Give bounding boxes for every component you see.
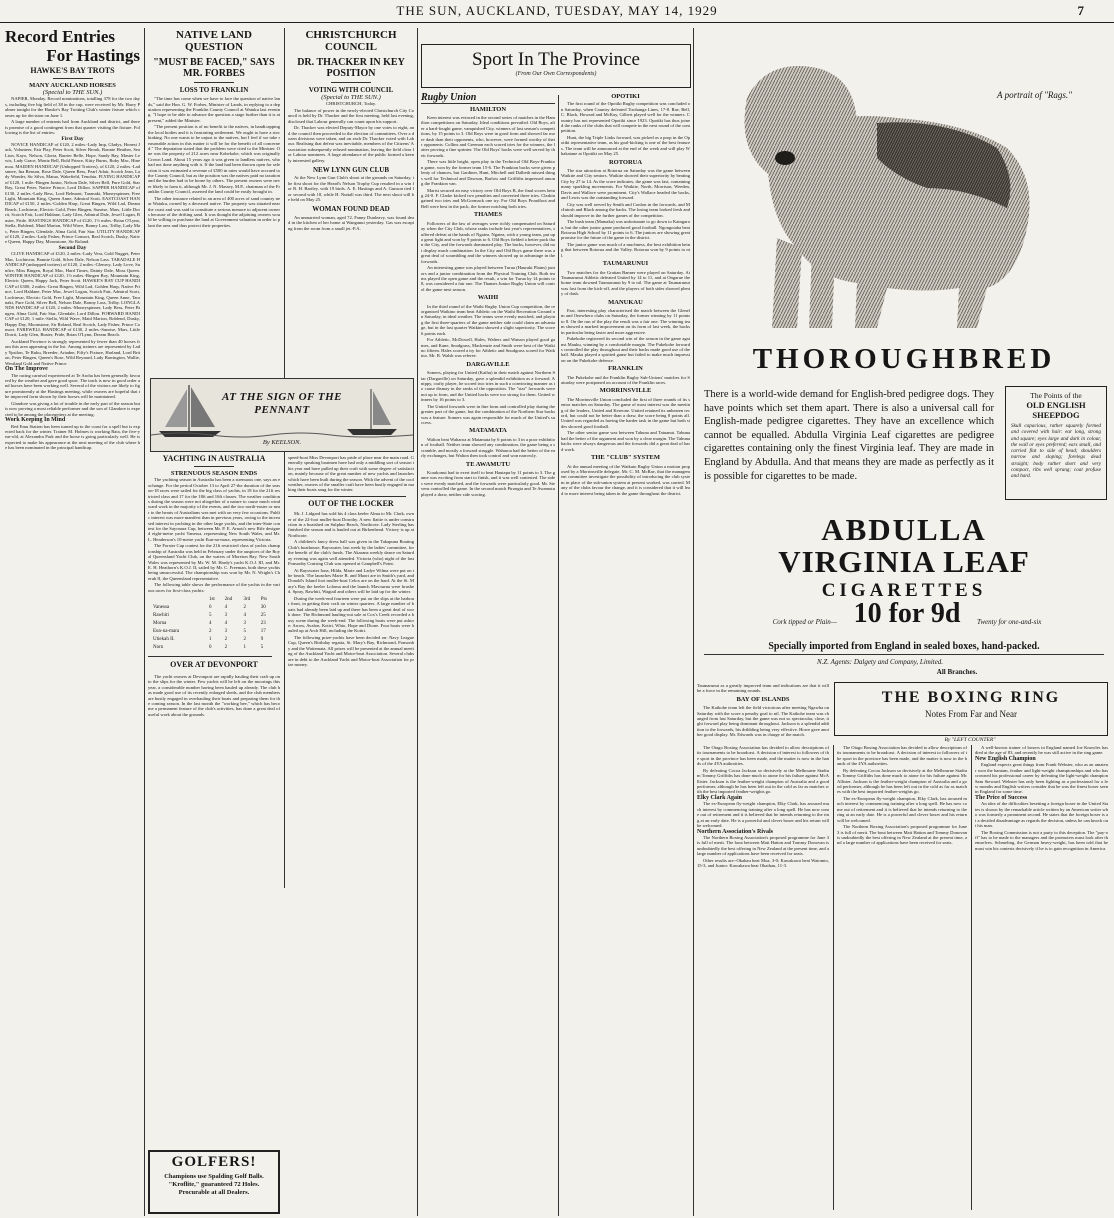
brand-abdulla: ABDULLA — [821, 512, 987, 547]
column-boxing-right — [975, 745, 1108, 1210]
brand-virginia-leaf: VIRGINIA LEAF — [778, 544, 1030, 579]
golfers-headline: GOLFERS! — [171, 1154, 257, 1170]
column-sport-right — [561, 92, 690, 1212]
article-body: The yachting season in Australia has been a strenuous one, says an exchange. For the period October 13 to April 27-the duration of the season-18 races were sailed for the big class of yachts, in 18 for the 21ft restricted class and 17 for the 18ft and 16ft classes. The weather conditions during the season were not altogether of a nature to cause much windward work in the majority of the events, and the two north-easter or near to the hearts of Australians was met with on very few occasions. Public interest was more manifest than in previous years, owing to the increased interest in yachting in the other large yachts, and the inter-State contest for the Sayonara Cup, between Mr. P. E. Arnott's new Rife designed eight-metre yacht Vanessa, representing New South Wales, and Mr. L. Henderson's 10-metre yacht Eun-na-mara, representing Victoria. The Forster Cup contest for the 21ft restricted class of yachts championship of Australia was held in February under the auspices of the Royal Queensland Yacht Club, on the waters of Moreton Bay. New South Wales was represented by Mr. W. M. Hardy's yacht K.O.J. III, and Mr. E. H. Heathorn's K.O.J. II, sailed by Mr. C. Freeman, both these yachts being unsuccessful. The championship was won by Mr. N. Wright's Cherub II, the Queensland representative. The following table shows the performance of the yachts in the various races for first-class yachts: — [148, 477, 280, 593]
boxing-subtitle: Notes From Far and Near — [925, 709, 1017, 719]
headline-yachting: YACHTING IN AUSTRALIA — [162, 455, 266, 463]
table-row: Eun-na-mara 2 3 5 17 — [153, 629, 266, 635]
article-body: "The time has come when we have to face the question of native lands," said the Hon. G. W. Forbes, Minister of Lands, in replying to a deputation representing the Franklin County Council at Waiuku last evening. "I hope to be able to advance the question a stage further than it is at present," added the Minister. "The present position is of no benefit to the natives, in handicapping the local bodies and it is frustrating settlement. We ought to have a stocktaking. No one wants to be unjust to the natives, but I feel if we take reasonable action in this matter it will be for the benefit of all concerned." The deputation stated that the problem were cited to the Minister. One was the property of 212 acres near Kohekohe, which was originally Crown Land. About 15 years ago it was given to landless natives, who had not done anything with it. If the land had been thrown open for selection it was estimated a revenue of £500 in rates would have accrued to the County Council, but as the position was the natives paid no taxation and the burden had to be borne by others. The present owners were never likely to farm it, although Mr. J. N. Massey, M.P., chairman of the Franklin County Council, asserted the land could be easily brought in. The other instance related to an area of 400 acres of sand country near Waiuku, owned by a deceased native. The property was situated near the coast and was said to constitute a serious menace to adjacent owners because of the drifting sand. It was thought the adjoining owners would be willing to purchase the land at Government valuation in order to plant the area and thus protect their properties. — [148, 96, 280, 228]
ad-body: There is a world-wide demand for English-bred pedigree dogs. They have points which set them apart. There is also a universal call for English-made pedigree cigarettes. They have an excellence which cannot be equalled. Abdulla Virginia Leaf cigarettes are pedigree cigarettes containing only the finest Virginia leaf. They are made in England by Abdulla. And that means they are made as perfectly as it is possible for cigarettes to be made. — [704, 389, 994, 482]
column-hastings — [5, 28, 140, 1216]
table-row: Vanessa 6 4 2 30 — [153, 605, 266, 611]
headline-christchurch: CHRISTCHURCH COUNCIL — [305, 30, 397, 53]
column-boxing-middle — [837, 745, 967, 1210]
article-body: Taumarunui as a greatly improved team and indications are that it will be a force in the remaining rounds. BAY OF ISLANDS The Kaikohe team left the field victorious after meeting Ngawha on Saturday with the score a penalty goal to nil. The Kaikohe team was changed from last Saturday, but the game was not so spectacular, close, tight forward play being dominant throughout. Jackson is a splendid addition to the forwards, his dribbling being very effective. Howe gave another good display. Mr. Edwards was in charge of the match. — [697, 683, 829, 738]
yacht-results-table — [152, 596, 276, 652]
column-sport-left: Rugby Union HAMILTON Keen interest was evinced in the second series of matches in the Hamilton competitions on Saturday. Ideal conditions prevailed. Old Boys, after a hard-fought game, vanquished City, winners of last season's competitions, by 15 points to 3. Old Boys were in good form and showed far more dash than their opponents, who, however, were formed worthy of their opponents. Collins and Greenan each scored tries for the winners, the latter proving a fine sprinter. The Old Boys' backs were well served by their forwards. There was little bright, open play in the Technical Old Boys-Frankton game, won by the former team 15-6. The Frankton backs were given plenty of chances, but Gardiner, Hunt, Mitchell and Dalbeth missed things well for Technical and Dawson, Barlow and Griffiths impressed among the Frankton van. Marist secured an easy victory over Old Boys B, the final scores being 24-0. F. Clarke kicked two penalties and converted three tries. Clarkin gained two tries and McGormack one try. For Old Boys Proudfoot and Bell were best in the pack, the former notching both tries. THAMES Followers of the law of averages were richly compensated on Saturday when the City Club, whose ranks include last year's representatives, suffered defeat at the hands of Ngatea. Ngatea, with a young team, put up a great fight and won by 9 points to 6. Old Boys fielded a better pack than the City, and the forwards dominated play. The backs, however, did not display much combination. In the City and Old Boys game there was a great deal of scrambling and the winners showed up to advantage in the forwards. An interesting game was played between Turua (Hauraki Plains) juniors and a junior combination from the Physical Training Club. Both teams played the open game and the result, a win for Turua by 14 points to 8, was considered a fair one. The Thames Junior Rugby Union will control the game next season. WAIHI In the third round of the Waihi Rugby Union Cup competition, the reorganised Waikino team beat Athletic on the Waihi Recreation Ground on Saturday, in ideal weather. The teams were evenly matched, and playing the first three-quarters of the game neither side could claim an advantage, but in the last quarter Waikino showed a slight superiority. The score 6 points each. For Athletic, McDowell, Hales, Walters and Watson played good games, and Kane, Snodgrass, Mackenzie and Smith were best of the Waikino fifteen. Hales scored a try for Athletic and Snodgrass scored for Waikino. Mr. R. Walsh was referee. DARGAVILLE Somers, playing for United (Kaihu) in their match against Northern Star (Dargaville) on Saturday, gave a splendid exhibition as a forward. A nippy, crafty player, he scored two tries in such a convincing manner as to cause dismay in the ranks of the opposition. The "star" forwards were not up to form, and the United backs were too strong for them. United winners by 16 points to 3. The United forwards were in fine form and controlled play during the greater part of the game, but the combination of the Northern Star backs was a feature. Somers was again responsible for much of the United's success. MATAMATA Walton beat Waharoa at Matamata by 6 points to 3 in a poor exhibition of football. Neither team showed any combination, the game being a scramble, and mostly a forward struggle. Waharoa had the better of the early exchanges, but Walton then took control and won narrowly. TE AWAMUTU Korakonui had to exert itself to beat Hautapu by 11 points to 3. The game was exciting from start to finish, and it was well contested. The sides were evenly matched, and the forwards were particularly good. Mr. Stevens controlled the game. In the second match Pirongia and Te Awamutu played a draw, neither side scoring. — [421, 92, 555, 497]
column-rule — [417, 28, 418, 1216]
page-number: 7 — [1077, 3, 1084, 18]
pennant-banner — [150, 378, 414, 452]
article-body: NAPIER, Monday. Record nominations, totalling 378 for the two days, including five big field of 38 in the cup, were received by Mr. Harry Palmer tonight for the Hawke's Bay Trotting Club's winter fixture which comes up for decision on June 1. A large number of entrants hail from Auckland and district, and there is promise of a good contingent from that quarter visiting the fixture. Following is the list of entries: First Day NOVICE HANDICAP of £120, 2 miles.-Lady Imp, Gladys, Honest Jack, Volunteer, Fair Play, Peter Scott, Silver Brook, Bonnie Heather, Sea Lion, Kayo, Nelson, Gloria, Barrier Belle, Hope, Sandy Bay, Master Lewis, Lady Grace, Moniz Bell, Bold Prince, Kitty Burns, Ruby Mac, Hinemoa. MAIDEN HANDICAP (Unhopped Trotters), of £120, 2 miles.-Ladsmere, Ina Benson, Rose Dale, Queen Bess, Pearl Adair, Scotch Jean, Lady Wonder, Sir Silva, Matua, Wakefield, Tenohia. FLYING HANDICAP of £120, 1 mile.-Bingen Junior, Nelson Dale, Silver Bell, Pure Gold, Star Ray, Great Peter, Native Prince, Lord Dillon. SAPPER HANDICAP of £130, 2 miles.-Lady Bess, Lord Belmont, Taranaki, Moneyspinner, Free Light, Mountain King, Queen Anne, Admiral Scott. EASTCOAST HANDICAP of £150, 2 miles.-Golden Harp, Great Bingen, Wild Lad, Dream Beach, Lochinvar, Electric Gold, Peter Bingen, Sunrise, Mars, Little Dorrit, Scotch Fair, Lord Haldane, Lady Glen, Admiral Dale, Jewel Logan, Buster, Pride. HASTINGS HANDICAP of £120, 1½ miles.-Brian O'Lynn, Stella, Roblend, Maid Marion, Wild Wave, Bonny Lass, Trilby, Lady Mac, Peter Bingen, Glendale, Alma Gold, Fair Star. UTILITY HANDICAP of £120, 2 miles.-Lady Fisher, Prince Consort, Real Scotch, Dusky, Native Queen, Happy Day, Moonstone, Sir Roland. Second Day CLIVE HANDICAP of £120, 2 miles.-Lady Vera, Gold Nugget, Peter Mac, Lochinvar, Bonnie Gold, Silver Dale, Nelson Lass. TARADALE HANDICAP (unhopped trotters) of £120, 2 miles.-Glenroy, Lady Love, Sunfire, Miss Bingen, Royal Mac, Hard Times, Dainty Dale, Moss Queen. WINTER HANDICAP of £120, 1½ miles.-Bingen Boy, Mountain King, Electric Queen, Happy Jack, Peter Scott. HAWKE'S BAY CUP HANDICAP of £300, 2 miles.-Great Bingen, Wild Lad, Golden Harp, Native Prince, Lord Haldane, Peter Mac, Jewel Logan, Scotch Fair, Admiral Scott, Lochinvar, Electric Gold, Free Light, Mountain King, Queen Anne, Taranaki, Pure Gold, Silver Bell, Nelson Dale, Bonny Lass, Trilby. LONGLANDS HANDICAP of £120, 2 miles.-Moneyspinner, Lady Bess, Peter Bingen, Alma Gold, Fair Star, Glendale, Lord Dillon. FORWARD HANDICAP of £120, 1 mile.-Stella, Wild Wave, Maid Marion, Roblend, Dusky, Happy Day, Moonstone, Sir Roland, Real Scotch, Lady Fisher, Prince Consort. FAREWELL HANDICAP of £130, 2 miles.-Sunrise, Mars, Little Dorrit, Lady Glen, Buster, Pride, Brian O'Lynn, Dream Beach. Auckland Province is strongly represented by fewer than 40 horses from this area appearing in the list. Among trainers are represented by Lady Ypsilon, Te Ruku, Breeder, Ariadne, Fifty's Fixture, Harland, Lord Briton, Peter Bingen, Queen's Rose, Wild Reynard, Lady Barrington, Wallie, Westland Gold and Native Prince. On The Improve The racing carnival experienced at Te Aroha has been generally favoured by the weather and gave good sport. The track is now in good order and horses have been working well. Several of the visitors are likely to figure prominently at the Hastings meeting, while owners are hopeful that the improved form shown by their horses will be maintained. Glandore was giving a lot of trouble in the early part of the season but is now proving a most reliable performer and the son of Glandore is expected to be among the placegetters at the meeting. Work Keeping In Mind Red Emu Station has been turned up to the coast for a spell but is expected back for the winter. Trainer M. Holmes is working Rata, the five-year-old, at Alexandra Park and the horse is going particularly well. He is expected to make his appearance at the next meeting of the club where he has been nominated in the principal handicap. — [5, 96, 140, 451]
column-rule — [284, 28, 285, 888]
column-rule — [144, 28, 145, 1216]
special-credit: (Special to THE SUN.) — [42, 89, 103, 97]
abdulla-advertisement — [697, 28, 1112, 675]
column-rule — [558, 95, 559, 1216]
sheepdog-points-box: The Points of the OLD ENGLISH SHEEPDOG Skull capacious, rather squarely formed and covered with hair: ear long, strong and square; eyes large and dark in colour, the wall or eyes preferred; ears small, and carried flat to side of head; shoulders narrow and sloping; forelegs dead straight; body rather short and very compact, ribs well sprung; coat profuse and hard. — [1005, 386, 1107, 500]
article-body: CHRISTCHURCH, Today. The balance of power in the newly-elected Christchurch City Council is held by Dr. Thacker and the first meeting, held last evening, disclosed that Labour generally can count upon his support. Dr. Thacker was elected Deputy-Mayor by one votes to eight, and the council then proceeded to the election of committees. Over a dozen divisions were taken, and on each Dr. Thacker voted with Labour. Realising that defeat was inevitable, members of the Citizens' Association subsequently refused nomination, leaving the field clear for Labour nominees. A large attendance of the public formed a keenly interested gallery. NEW LYNN GUN CLUB At the New Lynn Gun Club's shoot at the grounds on Saturday, the first shoot for the Heard's Nelson Trophy Cup resulted in a win for R. H. Bartley, with 19 birds. A. E. Hastings and A. Gunson tied for second with 18, while H. Nuttall was third. The next shoot will be held on May 25. WOMAN FOUND DEAD An unmarried woman, aged 72, Fanny Dunleavy, was found dead in the kitchen of her home at Wanganui yesterday. Gas was escaping from the room from a small jet.-P.A. — [288, 101, 414, 231]
article-body: speed-boat Miss Devonport has pride of place near the main road. Generally speaking boatmen have had only a middling sort of season this year and have pulled up their craft with some degree of satisfaction, mainly because of the great number of new yachts and launches which have been built during the season. With the advent of the cool weather, owners of the smaller craft have been busily engaged in making their boats snug for the winter. OUT OF THE LOCKER Mr. J. Lidgard has sold his 4 class keeler Alma to Mr. Clark, owner of the 22-foot mullet-boat Dorothy. A new flattie is under construction in a boatshed on Sulphur Beach, Northcote. Lady Sterling has finished the season and is hauled out at Birkenhead. Victory is up at Northcote. A children's fancy dress ball was given in the Takapuna Boating Club's boathouse, Bayswater, last week by the ladies' committee, for the benefit of the club's funds. The Akarana weekly dance on Saturday evening was again well attended. Victoria (who) night of the last Ponsonby Cruising Club was opened at Campbell's Point. At Bayswater Iona, Hilda, Marie and Ladye Wilma were put on the beach. The launches Marie B. and Maori are in Smith's yard, and Donald's Island foot mullet-boat Celox are on the hard. At the St. Mary's Bay the keeler Loloma and the launch Mavourna were brushed. Spray, Rawhiti, Wagtail and others will be laid up for the winter. During the week-end fourteen were put on the slips at the harbour front, in getting their craft on winter quarters. A large number of boats had already been laid up and there has been a great deal of work done. The Richmond hauling-out sale at Cox's Creek recorded a busy scene during the week-end. The following boats were put ashore: Arrow, Avalon, Kotiri, Whio, Hope and Dione. Four boats were hauled up at Arch Hill, including the Kotiri. The following prize-yachts have been decided on: Navy League Cup, Queen's Birthday regatta, St. Mary's Bay, Richmond, Ponsonby and the Waitemata. All prizes will be presented at the annual meeting of the Auckland Yacht and Motor-boat Association. Several clubs are in debt to the Auckland Yacht and Motor-boat Association for prize money. — [288, 455, 414, 667]
article-body: The Otago Boxing Association has decided to allow descriptions of its tournaments to be broadcast. A decision of interest to followers of the sport in the province has been made, and the matter is now in the hands of the 4YA authorities. By defeating Cocoa Jackson so decisively at the Melbourne Stadium Tommy Griffiths has done much to atone for his failure against McAllister. Jackson is the feather-weight champion of Australia and a good performer, although he has been left out in the cold as far as matches with the best imported feather-weights go. Elky Clark Again The ex-European fly-weight champion, Elky Clark, has aroused much interest by commencing training after a long spell. He has now come out of retirement and it is believed that he intends returning to the ring at an early date. He is a powerful and clever boxer and his return will be welcomed. Northern Association's Rivals The Northern Boxing Association's proposed programme for June 3 is full of merit. The bout between Matt Hatton and Tommy Donovan is undoubtedly the best offering in New Zealand at the present time, and a large number of applications have been received for seats. Other results are:-Okahau beat Moa, 3-0; Kawakawa beat Waiomio, 15-3, and Junior: Kawakawa beat Okaihau, 11-3. — [697, 745, 829, 869]
subhead-trots: HAWKE'S BAY TROTS — [30, 66, 115, 75]
table-row: Rawhiti 5 3 4 25 — [153, 613, 266, 619]
boxing-ring-header — [834, 682, 1108, 736]
headline-devonport: OVER AT DEVONPORT — [170, 660, 258, 670]
table-header-row: 1st 2nd 3rd Pts — [208, 597, 267, 603]
pennant-title: AT THE SIGN OF THE PENNANT — [221, 391, 343, 416]
agents-text: N.Z. Agents: Dalgety and Company, Limited. — [817, 658, 944, 666]
cork-tipped-text: Cork tipped or Plain— — [772, 618, 837, 626]
headline-record-entries: Record Entries — [5, 28, 116, 46]
column-christchurch: CHRISTCHURCH COUNCIL DR. THACKER IN KEY POSITION VOTING WITH COUNCIL (Special to THE SUN.) CHRISTCHURCH, Today. The balance of power in the newly-elected Christchurch City Council is held by Dr. Thacker and the first meeting, held last evening, disclosed that Labour generally can count upon his support. Dr. Thacker was elected Deputy-Mayor by one votes to eight, and the council then proceeded to the election of committees. Over a dozen divisions were taken, and on each Dr. Thacker voted with Labour. Realising that defeat was inevitable, members of the Citizens' Association subsequently refused nomination, leaving the field clear for Labour nominees. A large attendance of the public formed a keenly interested gallery. NEW LYNN GUN CLUB At the New Lynn Gun Club's shoot at the grounds on Saturday, the first shoot for the Heard's Nelson Trophy Cup resulted in a win for R. H. Bartley, with 19 birds. A. E. Hastings and A. Gunson tied for second with 18, while H. Nuttall was third. The next shoot will be held on May 25. WOMAN FOUND DEAD An unmarried woman, aged 72, Fanny Dunleavy, was found dead in the kitchen of her home at Wanganui yesterday. Gas was escaping from the room from a small jet.-P.A. — [288, 30, 414, 231]
article-body: The yacht owners at Devonport are rapidly hauling their craft up on to the slips for the winter. Few yachts will be left on the moorings this year, a considerable number having been hauled up already. The club has made good use of its recently enlarged sheds, and the club members are busily engaged in overhauling their boats and preparing them for the coming season. In the last month the "working bee," which has become a permanent feature of the club's activities, has done a great deal of useful work about the grounds. — [148, 673, 280, 717]
ad-headline: THOROUGHBRED — [752, 343, 1056, 375]
sport-tagline: (From Our Own Correspondents) — [515, 71, 597, 77]
subhead-thacker: DR. THACKER IN KEY POSITION — [297, 57, 405, 79]
sheepdog-illustration — [727, 38, 1057, 338]
table-row: Norn 0 2 1 5 — [153, 645, 264, 651]
brand-cigarettes: CIGARETTES — [821, 580, 987, 601]
table-row: Morna 4 4 3 23 — [153, 621, 266, 627]
boxing-title: THE BOXING RING — [881, 689, 1061, 706]
rugby-union-heading: Rugby Union — [421, 92, 555, 104]
masthead-title: THE SUN, AUCKLAND, TUESDAY, MAY 14, 1929 — [396, 3, 718, 18]
article-body: Keen interest was evinced in the second series of matches in the Hamilton competitions on Saturday. Ideal conditions prevailed. Old Boys, after a hard-fought game, vanquished City, winners of last season's competitions, by 15 points to 3. Old Boys were in good form and showed far more dash than their opponents, who, however, were formed worthy of their opponents. Collins and Greenan each scored tries for the winners, the latter proving a fine sprinter. The Old Boys' backs were well served by their forwards. There was little bright, open play in the Technical Old Boys-Frankton game, won by the former team 15-6. The Frankton backs were given plenty of chances, but Gardiner, Hunt, Mitchell and Dalbeth missed things well for Technical and Dawson, Barlow and Griffiths impressed among the Frankton van. Marist secured an easy victory over Old Boys B, the final scores being 24-0. F. Clarke kicked two penalties and converted three tries. Clarkin gained two tries and McGormack one try. For Old Boys Proudfoot and Bell were best in the pack, the former notching both tries. THAMES Followers of the law of averages were richly compensated on Saturday when the City Club, whose ranks include last year's representatives, suffered defeat at the hands of Ngatea. Ngatea, with a young team, put up a great fight and won by 9 points to 6. Old Boys fielded a better pack than the City, and the forwards dominated play. The backs, however, did not display much combination. In the City and Old Boys game there was a great deal of scrambling and the winners showed up to advantage in the forwards. An interesting game was played between Turua (Hauraki Plains) juniors and a junior combination from the Physical Training Club. Both teams played the open game and the result, a win for Turua by 14 points to 8, was considered a fair one. The Thames Junior Rugby Union will control the game next season. WAIHI In the third round of the Waihi Rugby Union Cup competition, the reorganised Waikino team beat Athletic on the Waihi Recreation Ground on Saturday, in ideal weather. The teams were evenly matched, and playing the first three-quarters of the game neither side could claim an advantage, but in the last quarter Waikino showed a slight superiority. The score 6 points each. For Athletic, McDowell, Hales, Walters and Watson played good games, and Kane, Snodgrass, Mackenzie and Smith were best of the Waikino fifteen. Hales scored a try for Athletic and Snodgrass scored for Waikino. Mr. R. Walsh was referee. DARGAVILLE Somers, playing for United (Kaihu) in their match against Northern Star (Dargaville) on Saturday, gave a splendid exhibition as a forward. A nippy, crafty player, he scored two tries in such a convincing manner as to cause dismay in the ranks of the opposition. The "star" forwards were not up to form, and the United backs were too strong for them. United winners by 16 points to 3. The United forwards were in fine form and controlled play during the greater part of the game, but the combination of the Northern Star backs was a feature. Somers was again responsible for much of the United's success. MATAMATA Walton beat Waharoa at Matamata by 6 points to 3 in a poor exhibition of football. Neither team showed any combination, the game being a scramble, and mostly a forward struggle. Waharoa had the better of the early exchanges, but Walton then took control and won narrowly. TE AWAMUTU Korakonui had to exert itself to beat Hautapu by 11 points to 3. The game was exciting from start to finish, and it was well contested. The sides were evenly matched, and the forwards were particularly good. Mr. Stevens controlled the game. In the second match Pirongia and Te Awamutu played a draw, neither side scoring. — [421, 115, 555, 497]
sport-header-box — [421, 44, 691, 88]
golfers-text: Champions use Spalding Golf Balls. "Kroflite," guaranteed 72 Holes. Procurable at all Dealers. — [164, 1172, 264, 1196]
headline-for-hastings: For Hastings — [46, 46, 140, 65]
sport-title: Sport In The Province — [472, 49, 640, 70]
table-row: Utiekah II. 1 2 2 9 — [153, 637, 264, 643]
column-yachting: YACHTING IN AUSTRALIA STRENUOUS SEASON ENDS The yachting season in Australia has been a strenuous one, says an exchange. For the period October 13 to April 27-the duration of the season-18 races were sailed for the big class of yachts, in 18 for the 21ft restricted class and 17 for the 18ft and 16ft classes. The weather conditions during the season were not altogether of a nature to cause much windward work in the majority of the events, and the two north-easter or near to the hearts of Australians was met with on very few occasions. Public interest was more manifest than in previous years, owing to the increased interest in yachting in the other large yachts, and the inter-State contest for the Sayonara Cup, between Mr. P. E. Arnott's new Rife designed eight-metre yacht Vanessa, representing New South Wales, and Mr. L. Henderson's 10-metre yacht Eun-na-mara, representing Victoria. The Forster Cup contest for the 21ft restricted class of yachts championship of Australia was held in February under the auspices of the Royal Queensland Yacht Club, on the waters of Moreton Bay. New South Wales was represented by Mr. W. M. Hardy's yacht K.O.J. III, and Mr. E. H. Heathorn's K.O.J. II, sailed by Mr. C. Freeman, both these yachts being unsuccessful. The championship was won by Mr. N. Wright's Cherub II, the Queensland representative. The following table shows the performance of the yachts in the various races for first-class yachts: 1st 2nd 3rd Pts Vanessa 6 4 2 30 Rawhiti 5 3 4 25 Morna 4 4 3 23 Eun-na-mara 2 3 5 17 Utiekah II. 1 2 2 9 Norn 0 2 1 5 OVER AT DEVONPORT The yacht owners at Devonport are rapidly hauling their craft up on to the slips for the winter. Few yachts will be left on the moorings this year, a considerable number having been hauled up already. The club has made good use of its recently enlarged sheds, and the club members are busily engaged in overhauling their boats and preparing them for the coming season. In the last month the "working bee," which has become a permanent feature of the club's activities, has done a great deal of useful work about the grounds. — [148, 455, 280, 717]
price-text: 10 for 9d — [853, 598, 961, 629]
subhead-forbes: "MUST BE FACED," SAYS MR. FORBES — [153, 57, 275, 79]
column-native-land: NATIVE LAND QUESTION "MUST BE FACED," SAYS MR. FORBES LOSS TO FRANKLIN "The time has come when we have to face the question of native lands," said the Hon. G. W. Forbes, Minister of Lands, in replying to a deputation representing the Franklin County Council at Waiuku last evening. "I hope to be able to advance the question a stage further than it is at present," added the Minister. "The present position is of no benefit to the natives, in handicapping the local bodies and it is frustrating settlement. We ought to have a stocktaking. No one wants to be unjust to the natives, but I feel if we take reasonable action in this matter it will be for the benefit of all concerned." The deputation stated that the problem were cited to the Minister. One was the property of 212 acres near Kohekohe, which was originally Crown Land. About 15 years ago it was given to landless natives, who had not done anything with it. If the land had been thrown open for selection it was estimated a revenue of £500 in rates would have accrued to the County Council, but as the position was the natives paid no taxation and the burden had to be borne by others. The present owners were never likely to farm it, although Mr. J. N. Massey, M.P., chairman of the Franklin County Council, asserted the land could be easily brought in. The other instance related to an area of 400 acres of sand country near Waiuku, owned by a deceased native. The property was situated near the coast and was said to constitute a serious menace to adjacent owners because of the drifting sand. It was thought the adjoining owners would be willing to purchase the land at Government valuation in order to plant the area and thus protect their properties. — [148, 30, 280, 228]
headline-native-land: NATIVE LAND QUESTION — [176, 30, 252, 53]
column-rule — [693, 28, 694, 1216]
twenty-price-text: Twenty for one-and-six — [977, 618, 1042, 626]
article-body: OPOTIKI The first round of the Opotiki Rugby competition was concluded on Saturday, when Country defeated Tirohanga Lines, 17-8. Rae, Bell, C. Black, Howard and McKay, Gilbert played well for the winners. Country has not represented Opotiki since 1923. Opotiki has thus joined the ranks of the clubs that will compete in the next round of the competition. Hunt, the big Triple Links forward, was picked as a prop in the Opotiki representative team, as his goal-kicking is one of the best features. The team will be announced at the end of the week and will play Whakatane at Opotiki on May 25. ROTORUA The star attraction at Rotorua on Saturday was the game between Waikite and City seniors. Waikite showed their superiority by beating City by 27 to 14. As the score indicates, the game was fast, containing many sparkling movements. For Waikite, North, Morrison, Weeden, Davis and Wallace were prominent. City's Wallace headed the backs, and Lewis was the outstanding forward. City was well served by Smith and Conlon in the forwards, and McIntosh and Black among the backs. The losing team looked fresh and should improve in the further games of the competition. The bush team (Mamaku) was unfortunate to go down to Kaingaroa, but the other junior game produced good football. Ngongotaha beat Rotorua High School by 11 points to 6. The juniors are showing great promise for the future of the game in the district. The junior game was much of a muchness, the best exhibition being that between Rotorua and the Valley. Rotorua won by 9 points to nil. TAUMARUNUI Two matches for the Grattan Banner were played on Saturday. At Taumarunui Athletic defeated United by 14 to 11, and at Ongarue the home team downed Taumarunui by 9 to nil. The game at Taumarunui was fast from the kick-off, and the players of both sides showed plenty of dash. MANUKAU Fast, interesting play characterised the match between the Glenelm and Onewhero clubs on Saturday, the former winning by 11 points to 8. On the run of the play the result was a fair one. The winning team showed a marked improvement on its form of last week, the backs in particular being faster and more aggressive. Pukekohe registered its second win of the season in the game against Mauku, winning by a comfortable margin. The Pukekohe forwards controlled the play throughout and their backs made good use of the ball. Mauku played a spirited game but failed to make much impression on the Pukekohe defence. FRANKLIN The Pukekohe and the Franklin Rugby Sub-Unions' matches for Saturday were postponed on account of the Franklin races. MORRINSVILLE The Morrinsville Union concluded the first of three rounds of its senior matches on Saturday. The game of most interest was the meeting of the leaders, United and Kereone. United retained its unbeaten record, but could not be better than a draw, the score being 8 points all. United was regarded as having the harder task in the game but both sides showed good football. The other senior game was between Tahuna and Tatuanui. Tahuna had the better of the argument and won by a clear margin. The Tahuna backs were always dangerous and the forwards did a great deal of hard work. THE "CLUB" SYSTEM At the annual meeting of the Waikato Rugby Union a motion proposed by a Morrinsville delegate, Mr. C. M. McRae, that the management committee investigate the possibility of introducing the club system in place of the sub-union system at present worked, was carried. Many of the clubs favour the change, and it is considered that it will lead to more interest being taken in the game throughout the district. — [561, 93, 690, 496]
golfers-ad — [148, 1150, 280, 1214]
specially-imported-text: Specially imported from England in sealed boxes, hand-packed. — [768, 641, 1040, 652]
masthead — [0, 0, 1114, 23]
boxing-byline: By "LEFT COUNTER" — [944, 737, 996, 743]
portrait-caption: A portrait of "Rags." — [997, 90, 1072, 100]
subhead-horses: MANY AUCKLAND HORSES — [29, 82, 116, 90]
pennant-byline: By KEELSON. — [262, 439, 302, 446]
column-boxing-left — [697, 745, 829, 1210]
article-body: A well-known trainer of boxers in England named Joe Knowles has died at the age of 83, and recently he was still active in the ring game. New English Champion England expects great things from Frank Webster, who as an amateur won the bantam, feather and light-weight championships and who has crowned his professional career by defeating the light-weight champion Sam Steward. Webster has only been fighting as a professional for a few months and English writers consider that he was the finest boxer seen in England for some time. The Price of Success An idea of the difficulties besetting a foreign boxer in the United States is shown by the remarkable article written by an American writer who was formerly a prominent second. He states that the foreign boxer is at a decided disadvantage as regards the decision, unless he can knock out his man. The Boxing Commission is not a party to this deception. The "pay-off" has to be made to the managers and the promoters must look after themselves. Schmeling, the German heavy-weight, has been told that he must win his contests decisively if he is to gain recognition in America. — [975, 745, 1108, 851]
column-locker — [288, 455, 414, 1213]
article-body: The Otago Boxing Association has decided to allow descriptions of its tournaments to be broadcast. A decision of interest to followers of the sport in the province has been made, and the matter is now in the hands of the 4YA authorities. By defeating Cocoa Jackson so decisively at the Melbourne Stadium Tommy Griffiths has done much to atone for his failure against McAllister. Jackson is the feather-weight champion of Australia and a good performer, although he has been left out in the cold as far as matches with the best imported feather-weights go. The ex-European fly-weight champion, Elky Clark, has aroused much interest by commencing training after a long spell. He has now come out of retirement and it is believed that he intends returning to the ring at an early date. He is a powerful and clever boxer and his return will be welcomed. The Northern Boxing Association's proposed programme for June 3 is full of merit. The bout between Matt Hatton and Tommy Donovan is undoubtedly the best offering in New Zealand at the present time, and a large number of applications have been received for seats. — [837, 745, 967, 846]
headline-locker: OUT OF THE LOCKER — [308, 498, 394, 508]
branches-text: All Branches. — [936, 668, 978, 675]
